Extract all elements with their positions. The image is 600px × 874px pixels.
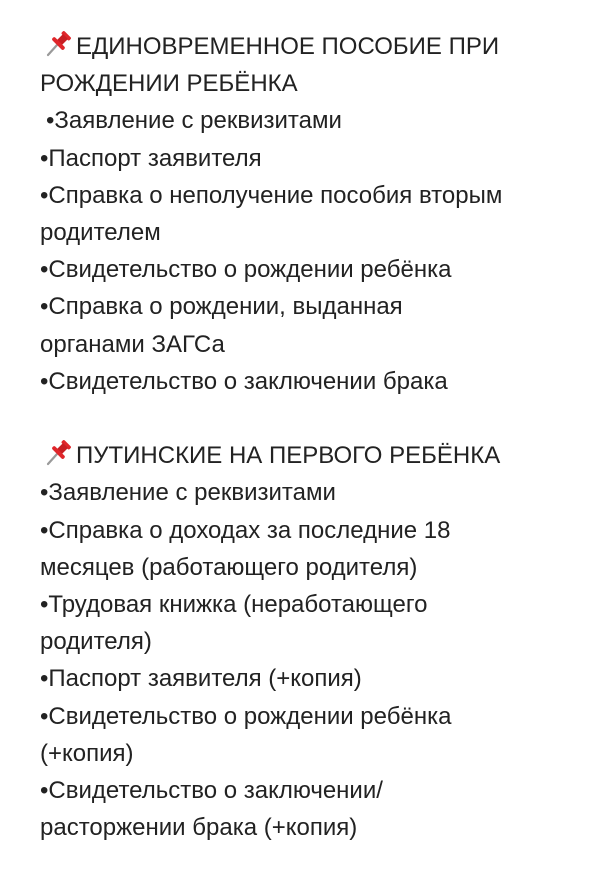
section-title-line: РОЖДЕНИИ РЕБЁНКА — [40, 70, 298, 98]
list-item: •Паспорт заявителя (+копия) — [40, 665, 362, 693]
list-item: •Свидетельство о заключении брака — [40, 367, 448, 395]
section-putin-payments — [40, 437, 588, 846]
list-item: •Трудовая книжка (неработающего — [40, 591, 428, 619]
section-lump-sum-benefit — [40, 28, 588, 400]
list-item: •Справка о рождении, выданная — [40, 293, 403, 321]
list-item-continuation: месяцев (работающего родителя) — [40, 553, 418, 581]
document — [40, 28, 588, 846]
list-item: •Паспорт заявителя — [40, 144, 262, 172]
section-title-line: ПУТИНСКИЕ НА ПЕРВОГО РЕБЁНКА — [76, 442, 501, 470]
list-item-continuation: родителя) — [40, 628, 152, 656]
list-item-continuation: (+копия) — [40, 739, 134, 767]
list-item: •Справка о доходах за последние 18 — [40, 516, 451, 544]
list-item-continuation: родителем — [40, 219, 161, 247]
list-item-continuation: органами ЗАГСа — [40, 330, 225, 358]
pushpin-icon — [44, 437, 74, 467]
list-item: •Свидетельство о заключении/ — [40, 777, 383, 805]
section-title — [40, 437, 588, 474]
section-divider — [40, 400, 588, 437]
list-item-continuation: расторжении брака (+копия) — [40, 814, 358, 842]
list-item: •Справка о неполучение пособия вторым — [40, 181, 503, 209]
section-title — [40, 28, 588, 65]
section-title-line: ЕДИНОВРЕМЕННОЕ ПОСОБИЕ ПРИ — [76, 33, 500, 60]
list-item: •Заявление с реквизитами — [46, 107, 342, 135]
list-item: •Свидетельство о рождении ребёнка — [40, 256, 452, 284]
list-item: •Заявление с реквизитами — [40, 479, 336, 507]
pushpin-icon — [44, 28, 74, 58]
list-item: •Свидетельство о рождении ребёнка — [40, 702, 452, 730]
